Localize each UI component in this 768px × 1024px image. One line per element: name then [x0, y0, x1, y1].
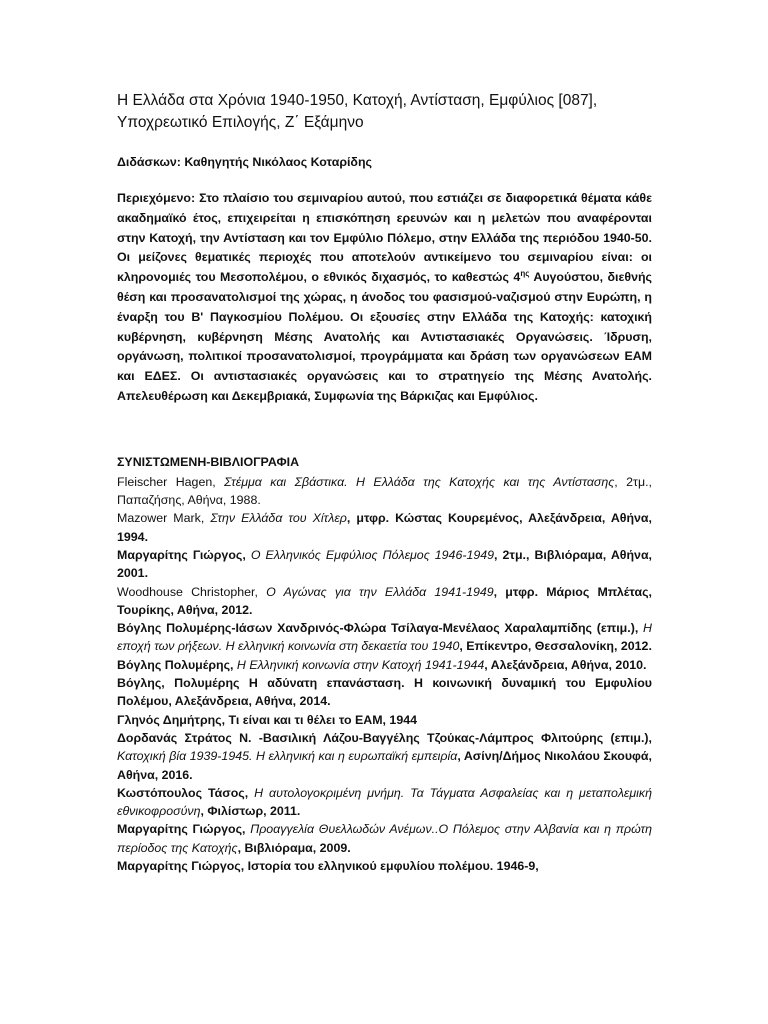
- entry-details: , 2τμ., Βιβλιόραμα, Αθήνα, 2001.: [117, 547, 652, 581]
- entry-details: , Βιβλιόραμα, 2009.: [237, 840, 351, 855]
- entry-details: , μτφρ. Μάριος Μπλέτας, Τουρίκης, Αθήνα, 2012.: [117, 584, 652, 617]
- bibliography-list: [117, 473, 652, 876]
- content-text-part1: Περιεχόμενο: Στο πλαίσιο του σεμιναρίου αυτού, που εστιάζει σε διαφορετικά θέματα κάθε ακαδημαϊκό έτος, επιχειρείται η επισκόπηση ερευνών και η μελετών που αναφέρονται στην Κατοχή, την Αντίσταση και τον Εμφύλιο Πόλεμο, στην Ελλάδα της περιόδου 1940-50. Οι μείζονες θεματικές περιοχές που αποτελούν αντικείμενο του σεμιναρίου είναι: οι κληρονομιές του Μεσοπολέμου, ο εθνικός διχασμός, το καθεστώς 4: [117, 191, 652, 285]
- content-superscript: ης: [520, 269, 530, 279]
- entry-details: , Αλεξάνδρεια, Αθήνα, 2010.: [484, 657, 647, 672]
- entry-details: , μτφρ. Κώστας Κουρεμένος, Αλεξάνδρεια, Αθήνα, 1994.: [117, 511, 652, 544]
- bibliography-entry: [117, 656, 652, 674]
- bibliography-entry: [117, 473, 652, 510]
- entry-author: Βόγλης Πολυμέρης,: [117, 657, 237, 672]
- entry-title: Η Ελληνική κοινωνία στην Κατοχή 1941-1944: [236, 657, 485, 672]
- bibliography-entry: [117, 729, 652, 784]
- entry-details: , Φιλίστωρ, 2011.: [200, 804, 301, 819]
- entry-title: Κατοχική βία 1939-1945. Η ελληνική και η ευρωπαϊκή εμπειρία: [117, 749, 458, 764]
- bibliography-entry: [117, 619, 652, 656]
- entry-details: , 2τμ., Παπαζήσης, Αθήνα, 1988.: [117, 474, 652, 508]
- entry-title: Η εποχή των ρήξεων. Η ελληνική κοινωνία στη δεκαετία του 1940: [117, 621, 652, 654]
- entry-author: Μαργαρίτης Γιώργος, Ιστορία του ελληνικού εμφυλίου πολέμου. 1946-9,: [117, 859, 539, 873]
- bibliography-entry: [117, 583, 652, 620]
- entry-title: Στην Ελλάδα του Χίτλερ: [210, 511, 347, 526]
- entry-author: Μαργαρίτης Γιώργος,: [117, 547, 251, 562]
- bibliography-heading: ΣΥΝΙΣΤΩΜΕΝΗ-ΒΙΒΛΙΟΓΡΑΦΙΑ: [117, 454, 300, 469]
- bibliography-entry: [117, 711, 652, 729]
- document-page: [117, 90, 652, 875]
- entry-author: Γληνός Δημήτρης, Τι είναι και τι θέλει το ΕΑΜ, 1944: [117, 712, 417, 727]
- entry-author: Mazower Mark,: [117, 511, 211, 526]
- content-text-part2: Αυγούστου, διεθνής θέση και προσανατολισμοί της χώρας, η άνοδος του φασισμού-ναζισμού στην Ευρώπη, η έναρξη του Β' Παγκοσμίου Πολέμου. Οι εξουσίες στην Ελλάδα της Κατοχής: κατοχική κυβέρνηση, κυβέρνηση Μέσης Ανατολής και Αντιστασιακές Οργανώσεις. Ίδρυση, οργάνωση, πολιτικοί προσανατολισμοί, προγράμματα και δράση των οργανώσεων ΕΑΜ και ΕΔΕΣ. Οι αντιστασιακές οργανώσεις και το στρατηγείο της Μέσης Ανατολής. Απελευθέρωση και Δεκεμβριακά, Συμφωνία της Βάρκιζας και Εμφύλιος.: [117, 270, 652, 403]
- teacher-line: Διδάσκων: Καθηγητής Νικόλαος Κοταρίδης: [117, 155, 372, 169]
- entry-title: Ο Ελληνικός Εμφύλιος Πόλεμος 1946-1949: [250, 547, 495, 562]
- bibliography-entry: [117, 820, 652, 857]
- entry-details: , Ασίνη/Δήμος Νικολάου Σκουφά, Αθήνα, 2016.: [117, 749, 652, 782]
- content-paragraph: [117, 189, 652, 407]
- bibliography-entry: [117, 546, 652, 583]
- bibliography-entry: [117, 857, 652, 875]
- entry-title: Ο Αγώνας για την Ελλάδα 1941-1949: [266, 584, 494, 599]
- entry-author: Fleischer Hagen,: [117, 474, 225, 489]
- entry-author: Δορδανάς Στράτος Ν. -Βασιλική Λάζου-Βαγγέλης Τζούκας-Λάμπρος Φλιτούρης (επιμ.),: [117, 730, 652, 745]
- entry-title: Η αυτολογοκριμένη μνήμη. Τα Τάγματα Ασφαλείας και η μεταπολεμική εθνικοφροσύνη: [117, 785, 652, 819]
- entry-author: Woodhouse Christopher,: [117, 584, 267, 599]
- bibliography-entry: [117, 509, 652, 546]
- entry-author: Μαργαρίτης Γιώργος,: [117, 822, 251, 837]
- entry-title: Στέμμα και Σβάστικα. Η Ελλάδα της Κατοχής και της Αντίστασης: [224, 474, 615, 489]
- entry-author: Βόγλης, Πολυμέρης Η αδύνατη επανάσταση. Η κοινωνική δυναμική του Εμφυλίου Πολέμου, Αλεξάνδρεια, Αθήνα, 2014.: [117, 676, 652, 709]
- entry-author: Κωστόπουλος Τάσος,: [117, 785, 255, 800]
- entry-author: Βόγλης Πολυμέρης-Ιάσων Χανδρινός-Φλώρα Τσίλαγα-Μενέλαος Χαραλαμπίδης (επιμ.),: [117, 621, 644, 636]
- document-title: Η Ελλάδα στα Χρόνια 1940-1950, Κατοχή, Αντίσταση, Εμφύλιος [087], Υποχρεωτικό Επιλογής, Ζ΄ Εξάμηνο: [117, 92, 598, 131]
- entry-title: Προαγγελία Θυελλωδών Ανέμων..Ο Πόλεμος στην Αλβανία και η πρώτη περίοδος της Κατοχής: [117, 822, 652, 855]
- bibliography-entry: [117, 784, 652, 821]
- bibliography-entry: [117, 674, 652, 711]
- entry-details: , Επίκεντρο, Θεσσαλονίκη, 2012.: [459, 639, 652, 654]
